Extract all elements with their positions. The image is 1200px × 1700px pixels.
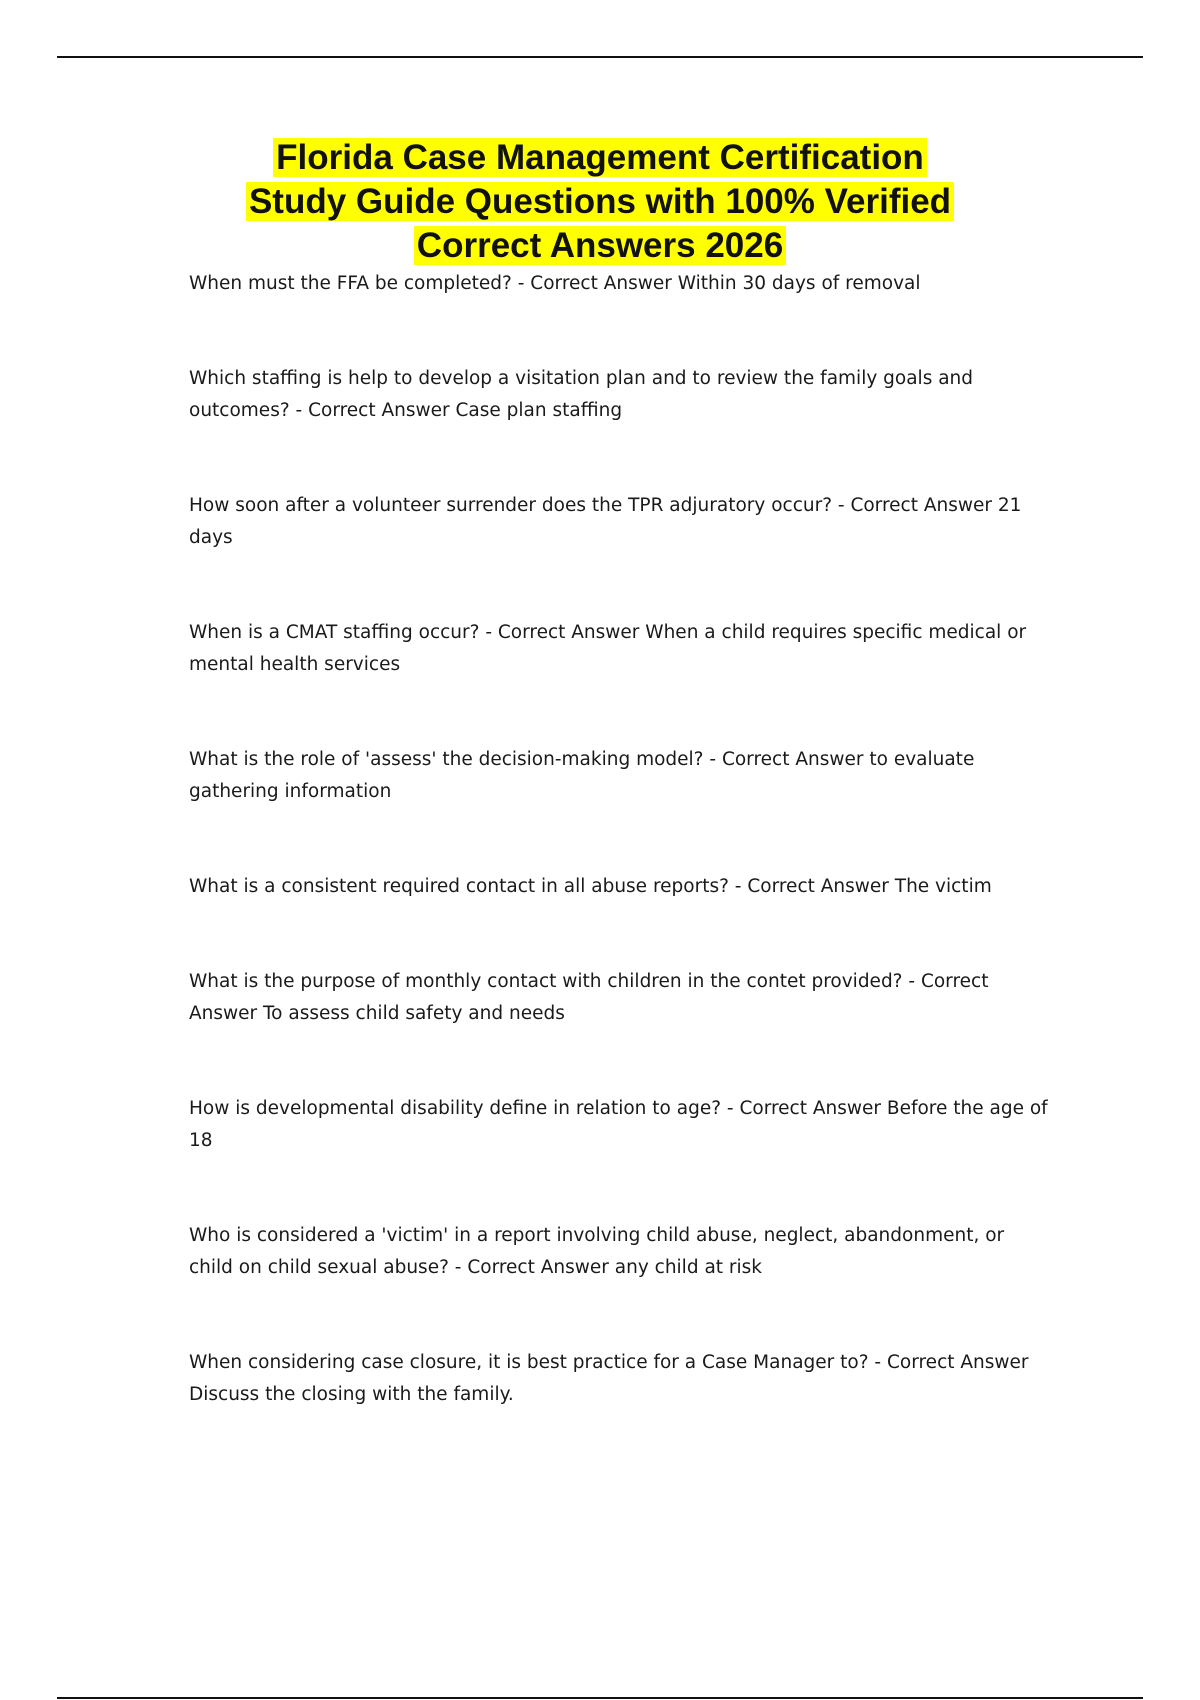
qa-item: What is the purpose of monthly contact with children in the contet provided? - Correct Answer To assess child safety and needs xyxy=(189,971,989,1024)
qa-item: Who is considered a 'victim' in a report involving child abuse, neglect, abandonment, or child on child sexual abuse? - Correct Answer any child at risk xyxy=(189,1225,1005,1278)
question-answer-list xyxy=(189,268,1049,1474)
title-line: Florida Case Management Certification xyxy=(150,136,1050,180)
qa-item: When considering case closure, it is best practice for a Case Manager to? - Correct Answer Discuss the closing with the family. xyxy=(189,1352,1029,1405)
title-line: Correct Answers 2026 xyxy=(150,224,1050,268)
qa-item: When is a CMAT staffing occur? - Correct Answer When a child requires specific medical or mental health services xyxy=(189,622,1027,675)
qa-item: How soon after a volunteer surrender does the TPR adjuratory occur? - Correct Answer 21 days xyxy=(189,495,1022,548)
qa-item: When must the FFA be completed? - Correct Answer Within 30 days of removal xyxy=(189,273,921,294)
title-line: Study Guide Questions with 100% Verified xyxy=(150,180,1050,224)
bottom-rule xyxy=(57,1697,1143,1699)
qa-item: What is a consistent required contact in all abuse reports? - Correct Answer The victim xyxy=(189,876,992,897)
top-rule xyxy=(57,56,1143,58)
qa-item: How is developmental disability define in relation to age? - Correct Answer Before the age of 18 xyxy=(189,1098,1048,1151)
qa-item: What is the role of 'assess' the decision-making model? - Correct Answer to evaluate gathering information xyxy=(189,749,975,802)
document-title xyxy=(150,136,1050,268)
qa-item: Which staffing is help to develop a visitation plan and to review the family goals and outcomes? - Correct Answer Case plan staffing xyxy=(189,368,974,421)
